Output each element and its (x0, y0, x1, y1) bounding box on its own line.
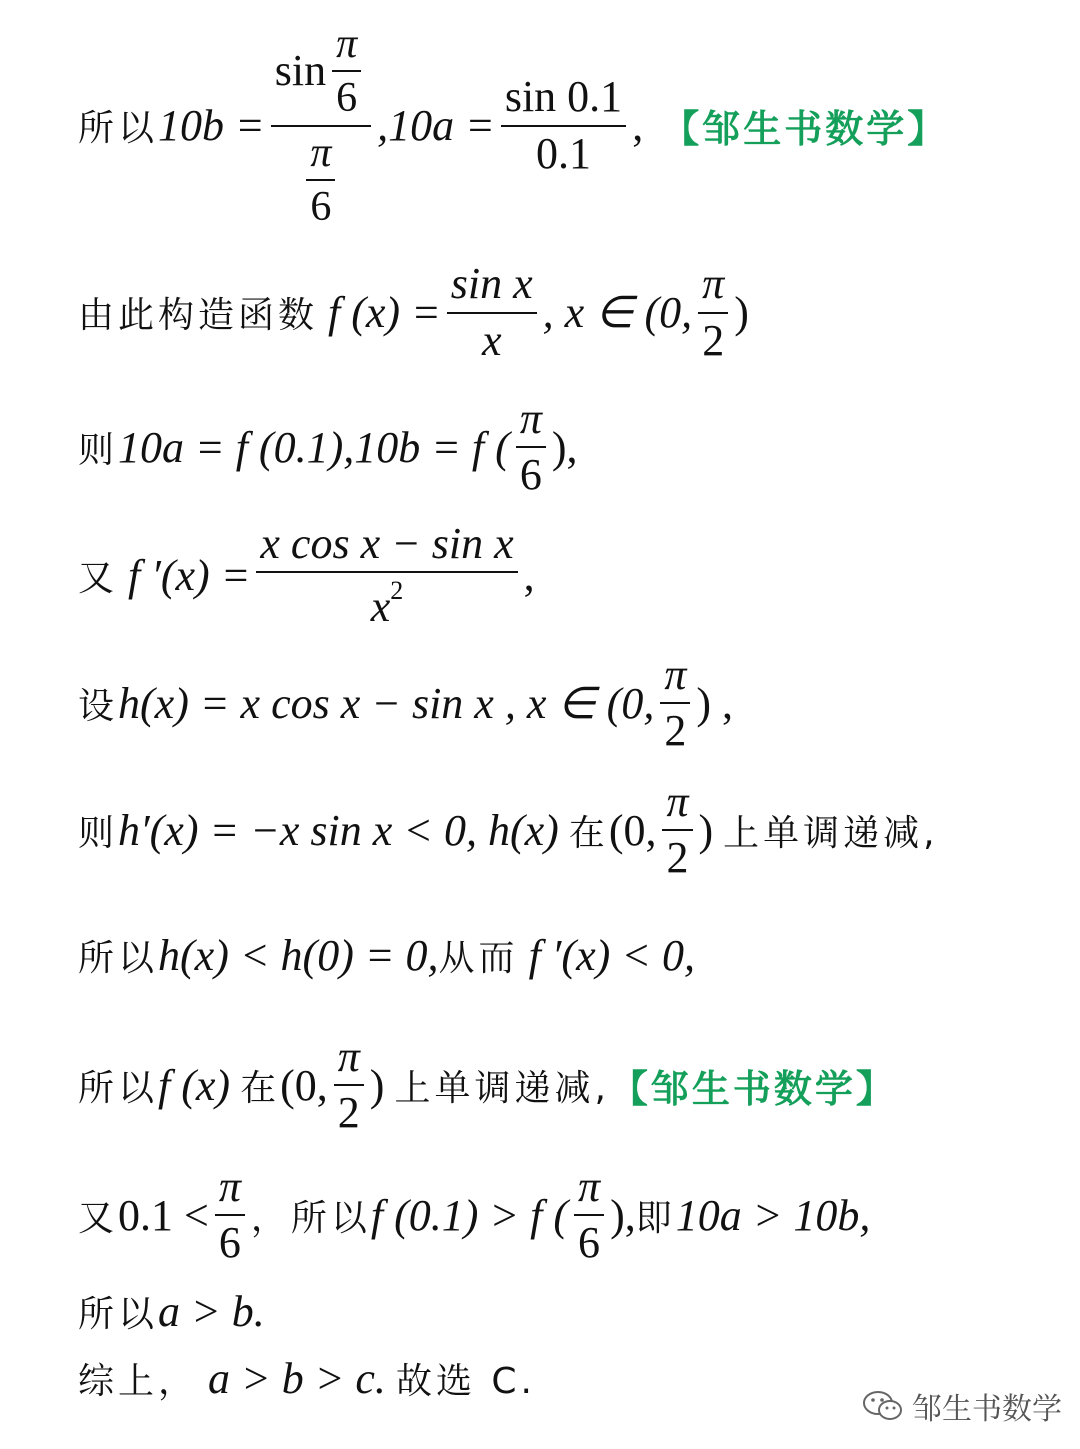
fraction-bar (306, 179, 335, 181)
math-expr: h′(x) = −x sin x < 0, h(x) (118, 805, 559, 855)
text-zai: 在 (240, 1067, 281, 1109)
line-10 (78, 1283, 265, 1339)
close-paren: ) , (696, 678, 734, 728)
text-suffix: 故选 C. (395, 1360, 536, 1402)
text-prefix: 所以 (78, 1067, 159, 1109)
fraction-bar (332, 70, 361, 72)
fraction-numerator: sin x (450, 259, 533, 309)
two: 2 (702, 315, 725, 365)
fraction-bar (660, 702, 690, 704)
fraction-denominator (367, 577, 408, 630)
pi-symbol: π (218, 1161, 241, 1211)
fraction-pi-6 (215, 1161, 245, 1267)
pi-symbol: π (666, 776, 689, 826)
x-var: x (370, 582, 391, 631)
fraction-sinx-over-x (447, 261, 537, 363)
line-1 (78, 18, 948, 233)
fraction-pi-2 (698, 261, 728, 363)
close-paren: ), (551, 422, 578, 472)
text-mid-2: 即 (635, 1197, 676, 1239)
fraction-bar (215, 1214, 245, 1216)
two: 2 (666, 833, 689, 882)
comma: , (632, 101, 644, 150)
fraction-bar (516, 446, 546, 448)
math-expr-2: f ′(x) < 0, (528, 930, 695, 980)
math-expr: f (x) (158, 1060, 231, 1110)
fraction-pi-2 (334, 1031, 364, 1137)
pi-symbol: π (578, 1161, 601, 1211)
text-mid-1: ，所以 (250, 1197, 371, 1239)
wechat-icon (862, 1389, 904, 1423)
fraction-denominator: 0.1 (536, 128, 591, 178)
fraction-numerator: x cos x − sin x (260, 518, 514, 568)
pi-symbol: π (664, 649, 687, 699)
exponent: 2 (390, 576, 404, 605)
two: 2 (664, 706, 687, 755)
math-mid: ,10a = (377, 101, 495, 150)
text-prefix: 又 (78, 1197, 119, 1239)
fraction-bar (271, 125, 371, 127)
fraction-derivative (256, 518, 517, 631)
watermark (862, 1384, 1062, 1428)
text-zai: 在 (568, 812, 609, 854)
math-expr: a > b. (158, 1286, 265, 1336)
six: 6 (519, 450, 542, 499)
line-11 (78, 1350, 536, 1406)
math-lhs: 10b = (158, 101, 265, 150)
pi-symbol: π (702, 259, 725, 309)
text-prefix: 所以 (78, 108, 159, 149)
math-lhs: f ′(x) = (128, 551, 251, 600)
fraction-numerator: sin 0.1 (504, 72, 623, 122)
two: 2 (337, 1088, 360, 1137)
fraction-pi-6 (306, 131, 335, 229)
math-expr-2: f (0.1) > f ( (370, 1190, 569, 1240)
pi-symbol: π (337, 1031, 360, 1081)
fraction-bar (334, 1084, 364, 1086)
fraction-bar (698, 312, 728, 314)
fraction-bar (447, 312, 537, 314)
line-6 (78, 775, 939, 885)
six: 6 (310, 183, 332, 230)
math-expr: 10a = f (0.1),10b = f ( (118, 422, 510, 472)
line-3 (78, 392, 578, 502)
six: 6 (218, 1218, 241, 1267)
fraction-pi-2 (662, 776, 692, 882)
fraction-sin01-over-01 (501, 74, 626, 176)
text-suffix: 上单调递减, (394, 1067, 610, 1109)
fraction-pi-6 (332, 22, 361, 120)
line-5 (78, 648, 733, 758)
math-interval: (0, (280, 1060, 328, 1110)
line-4 (78, 518, 535, 633)
math-expr: a > b > c. (208, 1353, 386, 1403)
math-lhs: f (x) = (328, 288, 441, 337)
close-paren: ), (610, 1190, 636, 1240)
text-prefix: 所以 (78, 1293, 159, 1335)
fraction-denominator (296, 131, 345, 229)
text-prefix: 综上， (78, 1360, 199, 1402)
text-mid: 从而 (438, 937, 519, 979)
line-7 (78, 925, 695, 985)
pi-symbol: π (519, 393, 542, 443)
fraction-pi-6 (516, 393, 546, 499)
close-paren: ) (734, 288, 749, 337)
watermark-text: 邹生书数学 (912, 1392, 1062, 1427)
line-8 (78, 1030, 897, 1140)
pi-symbol: π (310, 129, 332, 176)
text-suffix: 上单调递减, (723, 812, 939, 854)
source-tag: 【邹生书数学】 (661, 107, 949, 151)
fraction-bar (256, 571, 517, 573)
close-paren: ) (698, 805, 714, 855)
math-expr: h(x) = x cos x − sin x , x ∈ (0, (118, 678, 655, 728)
line-2 (78, 255, 749, 370)
source-tag: 【邹生书数学】 (609, 1066, 897, 1111)
six: 6 (336, 75, 358, 122)
line-9 (78, 1160, 870, 1270)
fraction-denominator: x (481, 315, 502, 365)
comma: , (523, 551, 535, 600)
fraction-numerator (271, 22, 371, 120)
text-prefix: 又 (78, 558, 119, 599)
math-expr-1: h(x) < h(0) = 0, (158, 930, 439, 980)
math-interval: (0, (608, 805, 657, 855)
math-expr-1: 0.1 < (118, 1190, 209, 1240)
math-expr-3: 10a > 10b, (675, 1190, 871, 1240)
close-paren: ) (369, 1060, 385, 1110)
math-rhs: , x ∈ (0, (542, 288, 693, 337)
fraction-bar (574, 1214, 604, 1216)
six: 6 (578, 1218, 601, 1267)
text-prefix: 则 (78, 429, 119, 471)
fraction-bar (662, 829, 692, 831)
sin-text: sin (274, 46, 327, 96)
fraction-pi-6 (574, 1161, 604, 1267)
text-prefix: 设 (78, 685, 119, 727)
fraction-pi-2 (660, 649, 690, 755)
text-prefix: 所以 (78, 937, 159, 979)
fraction-bar (501, 125, 626, 127)
pi-symbol: π (336, 21, 358, 68)
fraction-sin-pi6-over-pi6 (271, 22, 371, 228)
text-prefix: 由此构造函数 (78, 295, 319, 336)
text-prefix: 则 (78, 812, 119, 854)
